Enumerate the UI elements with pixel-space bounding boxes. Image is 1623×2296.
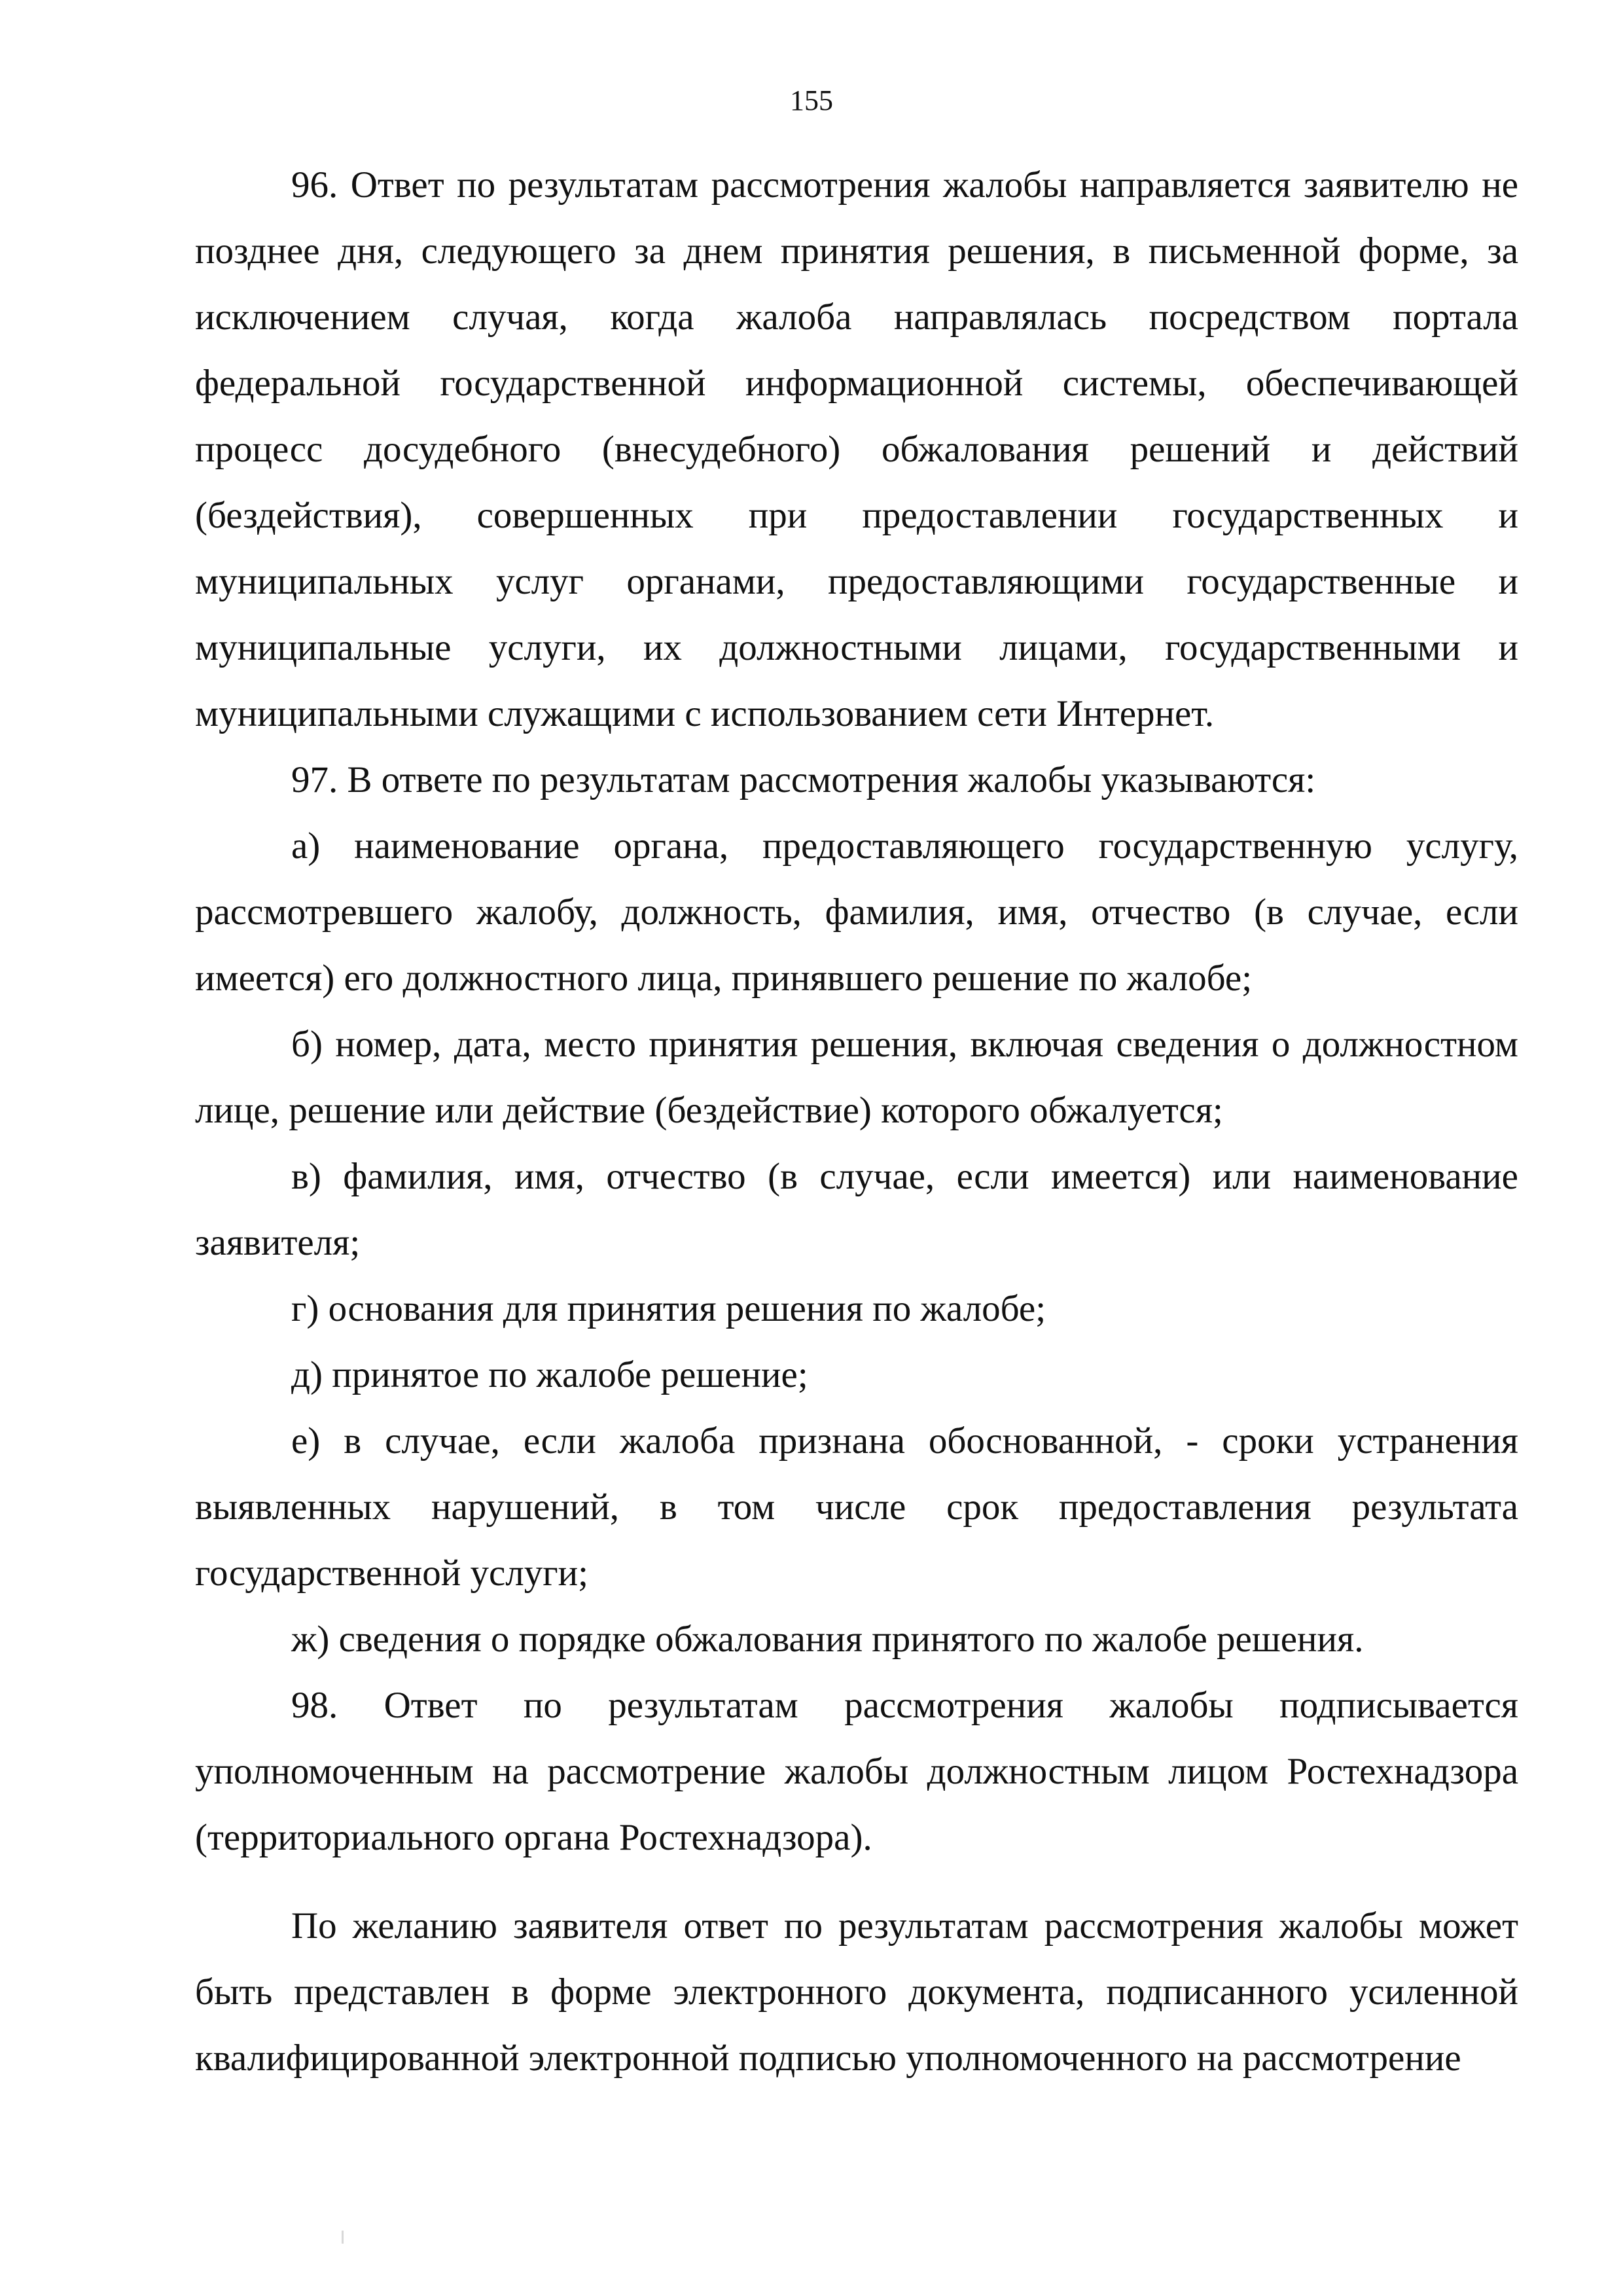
list-item-e: е) в случае, если жалоба признана обоснованной, - сроки устранения выявленных нарушений, в том числе срок предоставления результата государственной услуги; — [195, 1420, 1518, 1594]
paragraph-98: 98. Ответ по результатам рассмотрения жалобы подписывается уполномоченным на рассмотрение жалобы должностным лицом Ростехнадзора (территориального органа Ростехнадзора). — [195, 1685, 1518, 1858]
paragraph-electronic-answer: По желанию заявителя ответ по результатам рассмотрения жалобы может быть представлен в форме электронного документа, подписанного усиленной квалифицированной электронной подписью уполномоченного на рассмотрение — [195, 1905, 1518, 2079]
list-item-b: б) номер, дата, место принятия решения, включая сведения о должностном лице, решение или действие (бездействие) которого обжалуется; — [195, 1024, 1518, 1131]
paragraph-97: 97. В ответе по результатам рассмотрения жалобы указываются: — [291, 759, 1316, 800]
list-item-a: а) наименование органа, предоставляющего государственную услугу, рассмотревшего жалобу, должность, фамилия, имя, отчество (в случае, если имеется) его должностного лица, принявшего решение по жалобе; — [195, 825, 1518, 999]
list-item-zh: ж) сведения о порядке обжалования принятого по жалобе решения. — [291, 1619, 1364, 1660]
list-item-v: в) фамилия, имя, отчество (в случае, если имеется) или наименование заявителя; — [195, 1156, 1518, 1263]
paragraph-96: 96. Ответ по результатам рассмотрения жалобы направляется заявителю не позднее дня, следующего за днем принятия решения, в письменной форме, за исключением случая, когда жалоба направлялась посредством портала федеральной государственной информационной системы, обеспечивающей процесс досудебного (внесудебного) обжалования решений и действий (бездействия), совершенных при предоставлении государственных и муниципальных услуг органами, предоставляющими государственные и муниципальные услуги, их должностными лицами, государственными и муниципальными служащими с использованием сети Интернет. — [195, 164, 1518, 734]
list-item-g: г) основания для принятия решения по жалобе; — [291, 1288, 1046, 1329]
document-body — [195, 152, 1518, 2091]
page-number: 155 — [790, 84, 833, 117]
scan-artifact — [342, 2231, 344, 2244]
list-item-d: д) принятое по жалобе решение; — [291, 1354, 808, 1395]
